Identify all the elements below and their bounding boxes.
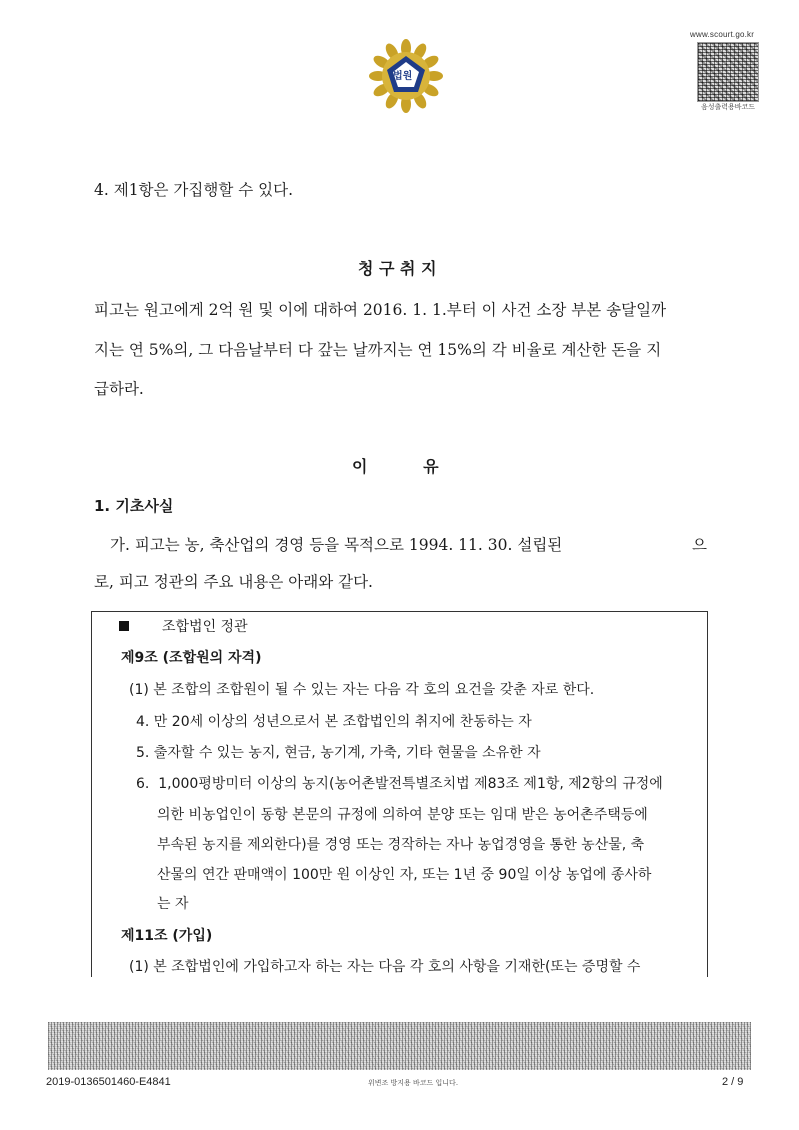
article-9-item-6-line-1: 6. 1,000평방미터 이상의 농지(농어촌발전특별조치법 제83조 제1항, 제2항의 규정에 — [136, 776, 663, 792]
seal-text: 법원 — [393, 71, 413, 82]
article-9-item-5: 5. 출자할 수 있는 농지, 현금, 농기계, 가축, 기타 현물을 소유한 자 — [136, 745, 541, 761]
article-9-item-6-line-3: 부속된 농지를 제외한다)를 경영 또는 경작하는 자나 농업경영을 통한 농산물, 축 — [157, 837, 645, 853]
page-number: 2 / 9 — [722, 1076, 744, 1088]
facts-line-1: 가. 피고는 농, 축산업의 경영 등을 목적으로 1994. 11. 30. 설립된 — [110, 536, 563, 554]
intro-line: 4. 제1항은 가집행할 수 있다. — [94, 181, 294, 199]
claim-line-1: 피고는 원고에게 2억 원 및 이에 대하여 2016. 1. 1.부터 이 사건 소장 부본 송달일까 — [94, 301, 667, 319]
claim-title: 청 구 취 지 — [358, 259, 437, 278]
qr-caption: 음성출력용바코드 — [700, 104, 756, 111]
article-9-item-6-line-2: 의한 비농업인이 동항 본문의 규정에 의하여 분양 또는 임대 받은 농어촌주택등에 — [157, 807, 648, 823]
barcode-notice: 위변조 방지용 바코드 입니다. — [368, 1079, 459, 1087]
qr-code-icon — [697, 42, 759, 102]
facts-line-1-tail: 으 — [692, 536, 707, 554]
article-9-item-6-line-5: 는 자 — [157, 896, 189, 912]
article-11-title: 제11조 (가입) — [121, 928, 213, 944]
article-9-item-6-line-4: 산물의 연간 판매액이 100만 원 이상인 자, 또는 1년 중 90일 이상 농업에 종사하 — [157, 867, 652, 883]
qr-url: www.scourt.go.kr — [690, 30, 755, 39]
claim-line-3: 급하라. — [94, 380, 144, 398]
article-9-item-4: 4. 만 20세 이상의 성년으로서 본 조합법인의 취지에 찬동하는 자 — [136, 714, 532, 730]
article-11-clause-1: (1) 본 조합법인에 가입하고자 하는 자는 다음 각 호의 사항을 기재한(또는 증명할 수 — [129, 959, 641, 975]
article-9-title: 제9조 (조합원의 자격) — [121, 650, 262, 666]
claim-line-2: 지는 연 5%의, 그 다음날부터 다 갚는 날까지는 연 15%의 각 비율로 계산한 돈을 지 — [94, 341, 662, 359]
anti-forgery-barcode — [48, 1022, 751, 1070]
article-9-clause-1: (1) 본 조합의 조합원이 될 수 있는 자는 다음 각 호의 요건을 갖춘 자로 한다. — [129, 682, 595, 698]
reason-title: 이 유 — [352, 457, 439, 476]
square-bullet-icon — [119, 621, 129, 631]
section-basic-facts: 1. 기초사실 — [94, 497, 174, 515]
facts-line-2: 로, 피고 정관의 주요 내용은 아래와 같다. — [94, 573, 373, 591]
bylaws-title: 조합법인 정관 — [162, 619, 248, 635]
document-id: 2019-0136501460-E4841 — [46, 1076, 171, 1088]
